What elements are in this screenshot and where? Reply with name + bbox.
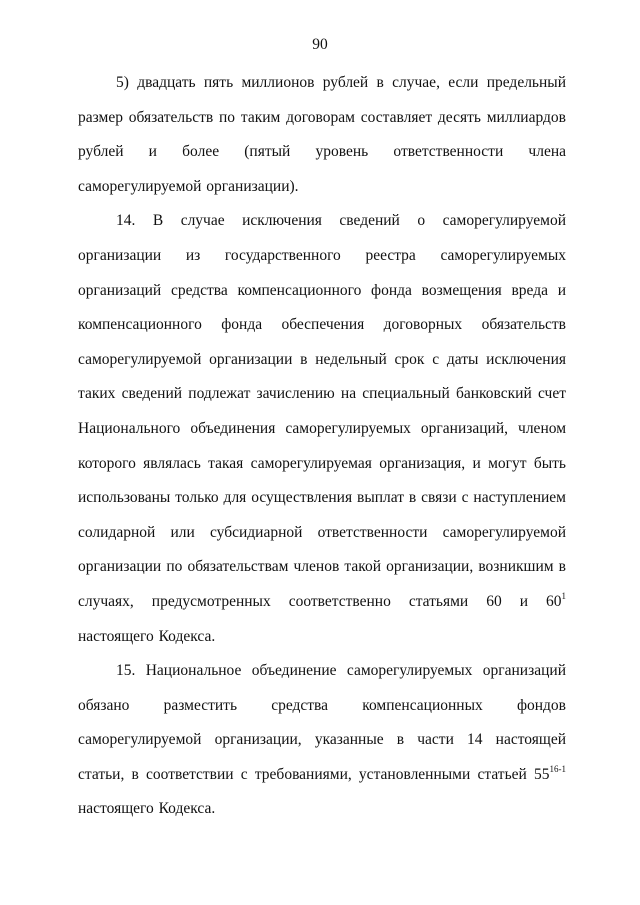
paragraph-text: настоящего Кодекса. xyxy=(78,800,216,818)
document-body xyxy=(78,66,566,827)
paragraph-part-14 xyxy=(78,204,566,654)
superscript: 1 xyxy=(561,590,566,601)
paragraph-text: настоящего Кодекса. xyxy=(78,627,216,645)
paragraph-text: 14. В случае исключения сведений о саморегулируемой организации из государственного реестра саморегулируемых организаций средства компенсационного фонда возмещения вреда и компенсационного фонда обеспечения договорных обязательств саморегулируемой организации в недельный срок с даты исключения таких сведений подлежат зачислению на специальный банковский счет Национального объединения саморегулируемых организаций, членом которого являлась такая саморегулируемая организация, и могут быть использованы только для осуществления выплат в связи с наступлением солидарной или субсидиарной ответственности саморегулируемой организации по обязательствам членов такой организации, возникшим в случаях, предусмотренных соответственно статьями 60 и 60 xyxy=(78,212,566,610)
superscript: 16-1 xyxy=(549,763,566,774)
paragraph-text: 15. Национальное объединение саморегулируемых организаций обязано разместить средства компенсационных фондов саморегулируемой организации, указанные в части 14 настоящей статьи, в соответствии с требованиями, установленными статьей 55 xyxy=(78,662,566,783)
paragraph-item-5: 5) двадцать пять миллионов рублей в случае, если предельный размер обязательств по таким договорам составляет десять миллиардов рублей и более (пятый уровень ответственности члена саморегулируемой организации). xyxy=(78,74,566,195)
paragraph-part-15 xyxy=(78,654,566,827)
page-number: 90 xyxy=(312,36,328,53)
